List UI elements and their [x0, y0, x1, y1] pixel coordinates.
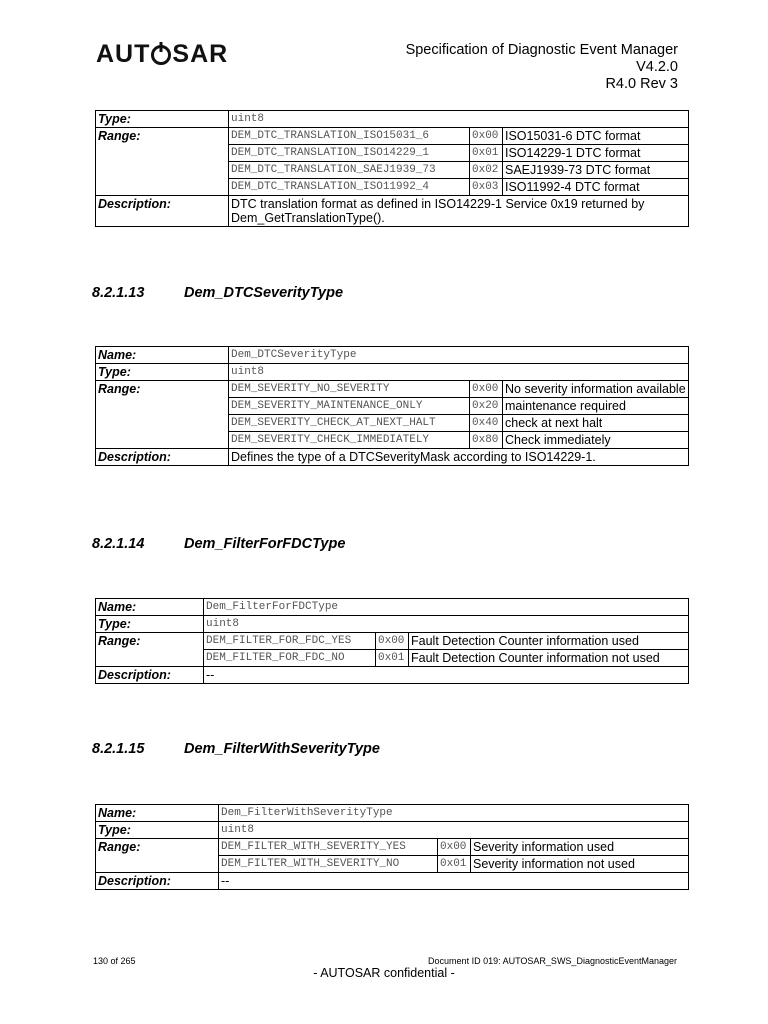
table-row — [96, 364, 689, 381]
section-title: Dem_FilterWithSeverityType — [184, 741, 380, 757]
range-value: 0x20 — [470, 398, 503, 415]
range-description: Severity information not used — [471, 856, 689, 873]
table-row — [96, 873, 689, 890]
document-version: V4.2.0 — [636, 59, 678, 75]
table-row — [96, 616, 689, 633]
section-title: Dem_FilterForFDCType — [184, 536, 346, 552]
description-value: DTC translation format as defined in ISO14229-1 Service 0x19 returned by Dem_GetTranslationType(). — [229, 196, 689, 227]
section-number: 8.2.1.15 — [92, 741, 145, 757]
range-symbol: DEM_DTC_TRANSLATION_ISO14229_1 — [229, 145, 470, 162]
type-label: Type: — [96, 822, 219, 839]
range-description: Check immediately — [503, 432, 689, 449]
translation-type-table — [95, 110, 689, 227]
range-value: 0x01 — [376, 650, 409, 667]
range-symbol: DEM_DTC_TRANSLATION_ISO11992_4 — [229, 179, 470, 196]
logo-o-icon — [151, 45, 171, 65]
name-value: Dem_FilterForFDCType — [204, 599, 689, 616]
range-symbol: DEM_DTC_TRANSLATION_ISO15031_6 — [229, 128, 470, 145]
range-label: Range: — [96, 381, 229, 449]
section-number: 8.2.1.13 — [92, 285, 145, 301]
range-value: 0x80 — [470, 432, 503, 449]
range-description: ISO14229-1 DTC format — [503, 145, 689, 162]
table-row — [96, 633, 689, 650]
severity-filter-table — [95, 804, 689, 890]
description-label: Description: — [96, 667, 204, 684]
range-symbol: DEM_SEVERITY_CHECK_AT_NEXT_HALT — [229, 415, 470, 432]
range-symbol: DEM_FILTER_FOR_FDC_NO — [204, 650, 376, 667]
type-value: uint8 — [219, 822, 689, 839]
range-value: 0x01 — [438, 856, 471, 873]
name-label: Name: — [96, 805, 219, 822]
description-value: -- — [204, 667, 689, 684]
page-header — [406, 42, 678, 93]
range-value: 0x00 — [438, 839, 471, 856]
range-value: 0x40 — [470, 415, 503, 432]
range-value: 0x00 — [470, 128, 503, 145]
table-row — [96, 667, 689, 684]
range-description: check at next halt — [503, 415, 689, 432]
range-description: SAEJ1939-73 DTC format — [503, 162, 689, 179]
range-symbol: DEM_SEVERITY_MAINTENANCE_ONLY — [229, 398, 470, 415]
range-value: 0x02 — [470, 162, 503, 179]
range-symbol: DEM_SEVERITY_NO_SEVERITY — [229, 381, 470, 398]
name-value: Dem_DTCSeverityType — [229, 347, 689, 364]
document-title: Specification of Diagnostic Event Manager — [405, 42, 678, 58]
description-label: Description: — [96, 196, 229, 227]
type-label: Type: — [96, 616, 204, 633]
range-label: Range: — [96, 633, 204, 667]
range-symbol: DEM_FILTER_WITH_SEVERITY_NO — [219, 856, 438, 873]
description-label: Description: — [96, 449, 229, 466]
table-row — [96, 805, 689, 822]
range-label: Range: — [96, 128, 229, 196]
section-heading — [92, 536, 345, 552]
table-row — [96, 128, 689, 145]
document-release: R4.0 Rev 3 — [605, 76, 678, 92]
confidential-notice: - AUTOSAR confidential - — [313, 966, 455, 980]
range-symbol: DEM_DTC_TRANSLATION_SAEJ1939_73 — [229, 162, 470, 179]
type-label: Type: — [96, 364, 229, 381]
type-value: uint8 — [204, 616, 689, 633]
table-row — [96, 839, 689, 856]
section-heading — [92, 285, 343, 301]
table-row — [96, 347, 689, 364]
section-title: Dem_DTCSeverityType — [184, 285, 344, 301]
range-value: 0x03 — [470, 179, 503, 196]
range-label: Range: — [96, 839, 219, 873]
table-row — [96, 449, 689, 466]
section-heading — [92, 741, 380, 757]
table-row — [96, 111, 689, 128]
fdc-filter-table — [95, 598, 689, 684]
table-row — [96, 381, 689, 398]
name-value: Dem_FilterWithSeverityType — [219, 805, 689, 822]
range-value: 0x00 — [470, 381, 503, 398]
range-symbol: DEM_SEVERITY_CHECK_IMMEDIATELY — [229, 432, 470, 449]
document-id: Document ID 019: AUTOSAR_SWS_DiagnosticEventManager — [428, 956, 677, 966]
type-value: uint8 — [229, 364, 689, 381]
range-description: Severity information used — [471, 839, 689, 856]
section-number: 8.2.1.14 — [92, 536, 145, 552]
autosar-logo: AUT SAR — [96, 40, 229, 68]
range-symbol: DEM_FILTER_WITH_SEVERITY_YES — [219, 839, 438, 856]
name-label: Name: — [96, 347, 229, 364]
range-value: 0x01 — [470, 145, 503, 162]
range-description: Fault Detection Counter information not used — [409, 650, 689, 667]
description-value: -- — [219, 873, 689, 890]
range-symbol: DEM_FILTER_FOR_FDC_YES — [204, 633, 376, 650]
severity-type-table — [95, 346, 689, 466]
type-label: Type: — [96, 111, 229, 128]
name-label: Name: — [96, 599, 204, 616]
description-value: Defines the type of a DTCSeverityMask according to ISO14229-1. — [229, 449, 689, 466]
range-description: maintenance required — [503, 398, 689, 415]
range-description: ISO15031-6 DTC format — [503, 128, 689, 145]
table-row — [96, 196, 689, 227]
range-description: Fault Detection Counter information used — [409, 633, 689, 650]
range-description: No severity information available — [503, 381, 689, 398]
page-number: 130 of 265 — [93, 956, 136, 966]
type-value: uint8 — [229, 111, 689, 128]
description-label: Description: — [96, 873, 219, 890]
table-row — [96, 822, 689, 839]
range-description: ISO11992-4 DTC format — [503, 179, 689, 196]
table-row — [96, 599, 689, 616]
range-value: 0x00 — [376, 633, 409, 650]
